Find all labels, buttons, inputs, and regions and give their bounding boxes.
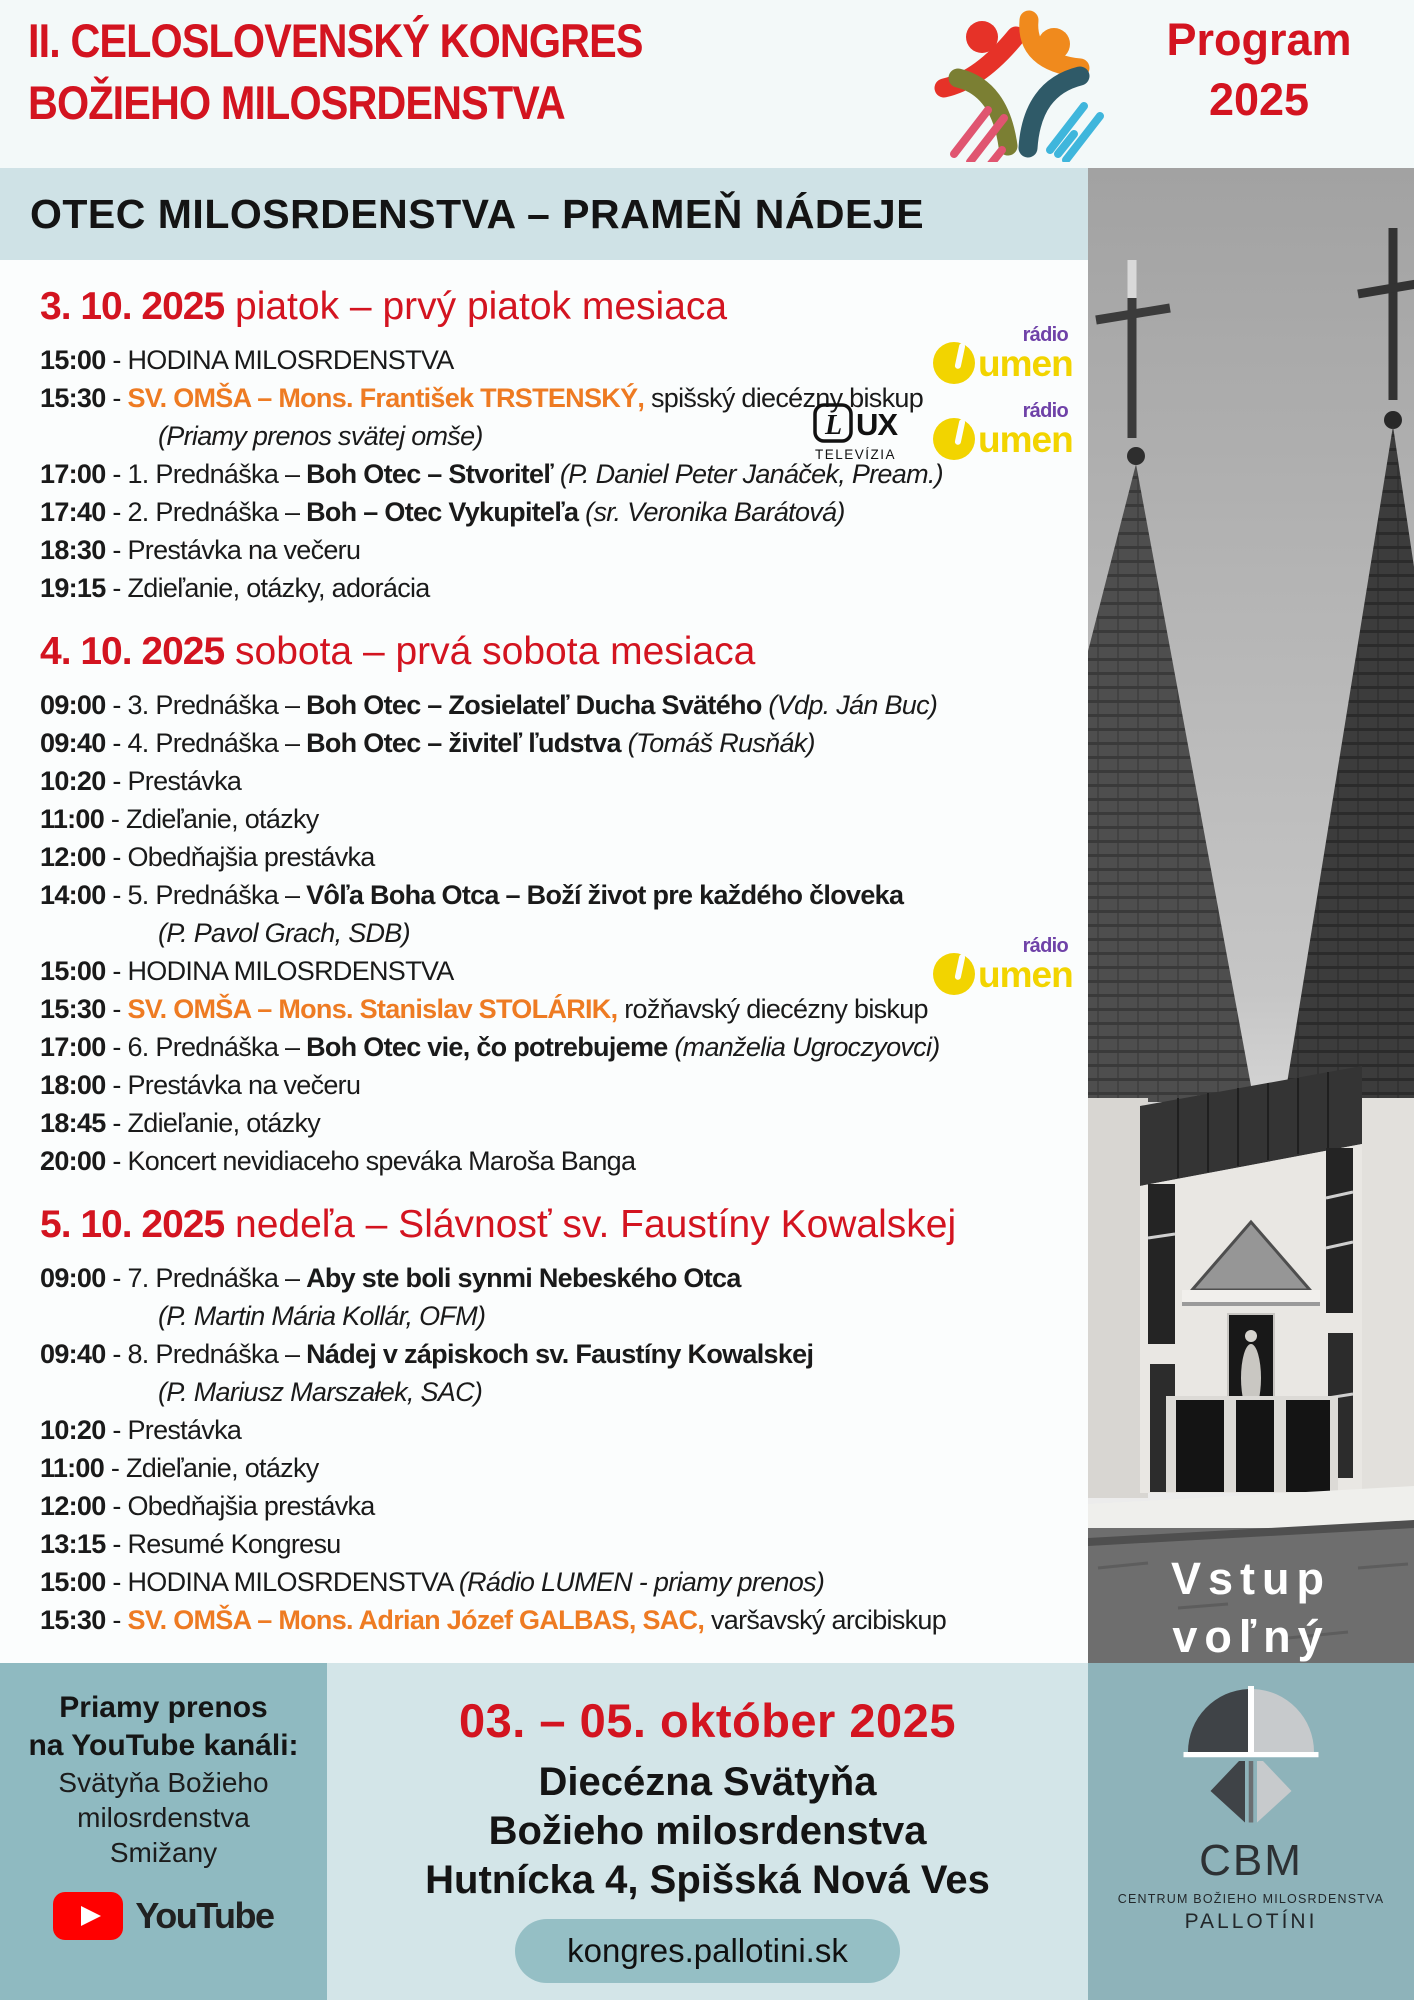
program-title-line2: 2025 <box>1208 74 1310 125</box>
schedule-text: Prestávka <box>127 1415 242 1445</box>
cbm-org-pallotini: PALLOTÍNI <box>1184 1910 1318 1933</box>
row-separator: - <box>105 1263 128 1293</box>
lux-letter: L <box>825 410 842 441</box>
schedule-text: SV. OMŠA – Mons. František TRSTENSKÝ, <box>127 383 645 413</box>
schedule <box>0 260 1088 1663</box>
day-subtitle: nedeľa – Slávnosť sv. Faustíny Kowalskej <box>224 1203 957 1246</box>
page-title-line1: II. CELOSLOVENSKÝ KONGRES <box>28 14 643 67</box>
schedule-text: Prestávka na večeru <box>127 535 361 565</box>
row-time: 15:30 <box>40 383 106 413</box>
schedule-row <box>40 569 1082 607</box>
cbm-acronym: CBM <box>1199 1836 1303 1885</box>
row-time: 09:00 <box>40 690 106 720</box>
header <box>0 0 1414 168</box>
radio-lumen-top-label: rádio <box>1022 324 1068 346</box>
youtube-channel-line1: Svätyňa Božieho <box>58 1767 269 1798</box>
schedule-text: Boh – Otec Vykupiteľa <box>306 497 579 527</box>
schedule-text: SV. OMŠA – Mons. Adrian Józef GALBAS, SAC, <box>127 1605 705 1635</box>
youtube-wordmark: YouTube <box>135 1895 274 1936</box>
row-separator: - <box>105 1339 128 1369</box>
schedule-subrow <box>40 1297 1082 1335</box>
schedule-row <box>40 1411 1082 1449</box>
schedule-text: Obedňajšia prestávka <box>127 1491 375 1521</box>
event-date-range: 03. – 05. október 2025 <box>459 1694 956 1747</box>
day-subtitle: piatok – prvý piatok mesiaca <box>224 285 728 328</box>
row-time: 12:00 <box>40 1491 106 1521</box>
theme-banner <box>0 168 1088 260</box>
day-date: 3. 10. 2025 <box>40 285 225 328</box>
theme-banner-text: OTEC MILOSRDENSTVA – PRAMEŇ NÁDEJE <box>30 190 925 237</box>
radio-lumen-top-label: rádio <box>1022 935 1068 957</box>
schedule-text: Koncert nevidiaceho speváka Maroša Banga <box>127 1146 636 1176</box>
schedule-text: Nádej v zápiskoch sv. Faustíny Kowalskej <box>306 1339 814 1369</box>
row-time: 09:40 <box>40 1339 106 1369</box>
day-subtitle: sobota – prvá sobota mesiaca <box>224 630 756 673</box>
venue-line1: Diecézna Svätyňa <box>538 1760 877 1804</box>
row-separator: - <box>105 766 128 796</box>
row-time: 18:45 <box>40 1108 106 1138</box>
lux-televizia-label: TELEVÍZIA <box>815 447 897 462</box>
row-time: 10:20 <box>40 1415 106 1445</box>
schedule-subrow <box>40 914 1082 952</box>
schedule-text: Zdieľanie, otázky, adorácia <box>127 573 430 603</box>
schedule-text: rožňavský diecézny biskup <box>617 994 928 1024</box>
day-header <box>40 1200 1082 1250</box>
row-time: 10:20 <box>40 766 106 796</box>
footer-youtube-box <box>0 1663 327 2000</box>
day-section <box>40 627 1082 1180</box>
footer-cbm-box <box>1088 1663 1414 2000</box>
row-separator: - <box>105 842 128 872</box>
day-header <box>40 627 1082 677</box>
schedule-row <box>40 1487 1082 1525</box>
lumen-disc-icon <box>933 342 975 384</box>
free-entry-line1: Vstup <box>1170 1553 1331 1604</box>
schedule-text: Prestávka na večeru <box>127 1070 361 1100</box>
schedule-row <box>40 1104 1082 1142</box>
schedule-text: (P. Mariusz Marszałek, SAC) <box>158 1377 483 1407</box>
schedule-text: Zdieľanie, otázky <box>127 1108 321 1138</box>
row-separator: - <box>105 1146 128 1176</box>
schedule-text: Zdieľanie, otázky <box>125 1453 319 1483</box>
row-separator: - <box>105 728 128 758</box>
schedule-text: Resumé Kongresu <box>127 1529 341 1559</box>
schedule-row <box>40 724 1082 762</box>
schedule-row <box>40 1601 1082 1639</box>
schedule-row <box>40 876 1082 914</box>
row-separator: - <box>105 1070 128 1100</box>
schedule-text: 5. Prednáška – <box>127 880 307 910</box>
schedule-text: varšavský arcibiskup <box>704 1605 947 1635</box>
schedule-text: HODINA MILOSRDENSTVA <box>127 345 454 375</box>
schedule-text: 6. Prednáška – <box>127 1032 307 1062</box>
page-title-line2: BOŽIEHO MILOSRDENSTVA <box>28 76 565 129</box>
congress-figures-icon <box>928 4 1116 162</box>
row-time: 11:00 <box>40 1453 105 1483</box>
program-title-line1: Program <box>1166 14 1352 65</box>
row-time: 19:15 <box>40 573 106 603</box>
schedule-row <box>40 990 1082 1028</box>
schedule-text: Prestávka <box>127 766 242 796</box>
schedule-row <box>40 1259 1082 1297</box>
youtube-logo[interactable] <box>0 1892 327 1940</box>
lux-rest: UX <box>856 407 898 442</box>
schedule-text: 8. Prednáška – <box>127 1339 307 1369</box>
schedule-text: HODINA MILOSRDENSTVA <box>127 956 454 986</box>
youtube-note-line1: Priamy prenos <box>59 1691 268 1724</box>
schedule-subrow <box>40 400 1082 462</box>
schedule-row <box>40 762 1082 800</box>
day-date: 5. 10. 2025 <box>40 1203 225 1246</box>
row-separator: - <box>105 1108 128 1138</box>
row-separator: - <box>104 1453 126 1483</box>
schedule-text: Boh Otec – živiteľ ľudstva <box>306 728 621 758</box>
row-time: 12:00 <box>40 842 106 872</box>
schedule-row <box>40 1563 1082 1601</box>
row-separator: - <box>105 880 128 910</box>
schedule-row <box>40 455 1082 493</box>
row-separator: - <box>105 1567 128 1597</box>
cbm-org-name: CENTRUM BOŽIEHO MILOSRDENSTVA <box>1117 1892 1385 1906</box>
footer-venue-box <box>327 1663 1088 2000</box>
row-separator: - <box>105 383 128 413</box>
row-time: 15:00 <box>40 345 106 375</box>
schedule-text: 7. Prednáška – <box>127 1263 307 1293</box>
page-title <box>28 10 643 134</box>
radio-lumen-top-label: rádio <box>1022 400 1068 422</box>
row-separator: - <box>105 1415 128 1445</box>
free-entry-overlay <box>1088 1550 1414 1666</box>
youtube-note-line2: na YouTube kanáli: <box>28 1729 299 1762</box>
cbm-logo-icon <box>1176 1677 1326 1827</box>
schedule-text: 2. Prednáška – <box>127 497 307 527</box>
schedule-text: Zdieľanie, otázky <box>125 804 319 834</box>
row-separator: - <box>105 956 128 986</box>
schedule-text: 3. Prednáška – <box>127 690 307 720</box>
row-separator: - <box>105 994 128 1024</box>
day-date: 4. 10. 2025 <box>40 630 225 673</box>
row-time: 17:00 <box>40 1032 106 1062</box>
church-photo <box>1088 168 1414 1666</box>
venue-line3: Hutnícka 4, Spišská Nová Ves <box>425 1858 990 1902</box>
row-separator: - <box>105 1605 128 1635</box>
schedule-text: (P. Martin Mária Kollár, OFM) <box>158 1301 486 1331</box>
row-separator: - <box>105 535 128 565</box>
lumen-disc-icon <box>933 953 975 995</box>
schedule-text: Boh Otec – Stvoriteľ <box>306 459 554 489</box>
schedule-row <box>40 324 1082 384</box>
congress-figures-logo <box>928 4 1116 167</box>
schedule-text: 1. Prednáška – <box>127 459 307 489</box>
schedule-row <box>40 1525 1082 1563</box>
row-separator: - <box>104 804 126 834</box>
schedule-text: spišský diecézny biskup <box>644 383 924 413</box>
schedule-text: (Rádio LUMEN - priamy prenos) <box>458 1567 825 1597</box>
schedule-text: Boh Otec – Zosielateľ Ducha Svätého <box>306 690 762 720</box>
free-entry-line2: voľný <box>1172 1611 1330 1662</box>
lumen-disc-icon <box>933 418 975 460</box>
row-time: 09:40 <box>40 728 106 758</box>
schedule-row <box>40 935 1082 995</box>
radio-lumen-wordmark: umen <box>978 343 1072 384</box>
row-time: 14:00 <box>40 880 106 910</box>
schedule-text: (Vdp. Ján Buc) <box>761 690 938 720</box>
venue-address <box>327 1758 1088 1905</box>
youtube-channel-line2: milosrdenstva <box>77 1802 250 1833</box>
row-time: 15:00 <box>40 956 106 986</box>
schedule-subrow <box>40 1373 1082 1411</box>
footer <box>0 1663 1414 2000</box>
schedule-text: SV. OMŠA – Mons. Stanislav STOLÁRIK, <box>127 994 618 1024</box>
schedule-row <box>40 493 1082 531</box>
church-photo-image <box>1088 168 1414 1666</box>
schedule-text: Aby ste boli synmi Nebeského Otca <box>306 1263 741 1293</box>
row-separator: - <box>105 690 128 720</box>
row-time: 09:00 <box>40 1263 106 1293</box>
row-time: 17:40 <box>40 497 106 527</box>
schedule-row <box>40 800 1082 838</box>
schedule-text: (manželia Ugroczyovci) <box>667 1032 940 1062</box>
schedule-row <box>40 686 1082 724</box>
row-separator: - <box>105 497 128 527</box>
schedule-text: (Tomáš Rusňák) <box>620 728 815 758</box>
row-time: 15:30 <box>40 1605 106 1635</box>
schedule-text: (sr. Veronika Barátová) <box>578 497 845 527</box>
youtube-play-icon <box>53 1892 123 1940</box>
schedule-text: Obedňajšia prestávka <box>127 842 375 872</box>
schedule-text: (Priamy prenos svätej omše) <box>158 421 483 451</box>
schedule-row <box>40 1028 1082 1066</box>
schedule-text: (P. Pavol Grach, SDB) <box>158 918 410 948</box>
row-separator: - <box>105 459 128 489</box>
day-section <box>40 282 1082 607</box>
radio-lumen-wordmark: umen <box>978 419 1072 460</box>
schedule-text: Vôľa Boha Otca – Boží život pre každého človeka <box>306 880 904 910</box>
youtube-channel-line3: Smižany <box>109 1837 218 1868</box>
row-time: 13:15 <box>40 1529 106 1559</box>
day-section <box>40 1200 1082 1639</box>
row-time: 15:00 <box>40 1567 106 1597</box>
schedule-row <box>40 1449 1082 1487</box>
website-pill[interactable]: kongres.pallotini.sk <box>515 1919 900 1983</box>
row-time: 20:00 <box>40 1146 106 1176</box>
row-time: 11:00 <box>40 804 105 834</box>
venue-line2: Božieho milosrdenstva <box>488 1809 927 1853</box>
row-separator: - <box>105 573 128 603</box>
row-time: 18:30 <box>40 535 106 565</box>
program-title <box>1106 10 1412 130</box>
schedule-text: (P. Daniel Peter Janáček, Pream.) <box>553 459 943 489</box>
schedule-row <box>40 1066 1082 1104</box>
row-separator: - <box>105 345 128 375</box>
row-time: 18:00 <box>40 1070 106 1100</box>
radio-lumen-wordmark: umen <box>978 954 1072 995</box>
row-time: 15:30 <box>40 994 106 1024</box>
day-header <box>40 282 1082 332</box>
row-time: 17:00 <box>40 459 106 489</box>
schedule-text: Boh Otec vie, čo potrebujeme <box>306 1032 668 1062</box>
schedule-row <box>40 1335 1082 1373</box>
schedule-row <box>40 1142 1082 1180</box>
row-separator: - <box>105 1529 128 1559</box>
schedule-row <box>40 531 1082 569</box>
row-separator: - <box>105 1491 128 1521</box>
schedule-text: HODINA MILOSRDENSTVA <box>127 1567 459 1597</box>
schedule-text: 4. Prednáška – <box>127 728 307 758</box>
schedule-row <box>40 838 1082 876</box>
row-separator: - <box>105 1032 128 1062</box>
